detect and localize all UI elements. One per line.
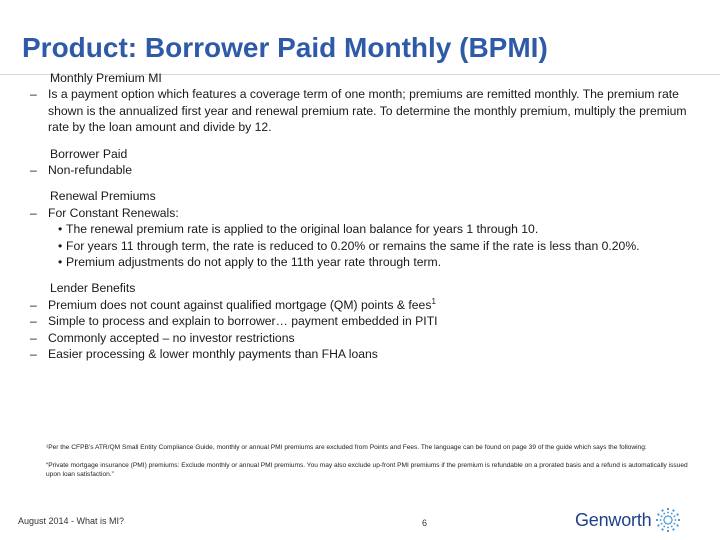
lender-benefit-item: – Easier processing & lower monthly payments than FHA loans	[30, 346, 695, 362]
bullet-icon: •	[58, 255, 63, 270]
lender-benefit-text: Premium does not count against qualified mortgage (QM) points & fees	[48, 297, 432, 312]
renewal-bullet-text: The renewal premium rate is applied to the original loan balance for years 1 through 10.	[66, 222, 539, 237]
genworth-star-icon	[655, 507, 681, 533]
lender-benefit-item: – Commonly accepted – no investor restrictions	[30, 330, 695, 346]
renewal-bullet	[30, 254, 695, 270]
bullet-icon: •	[58, 238, 63, 253]
renewal-premiums-text: – For Constant Renewals:	[30, 205, 695, 221]
lender-benefit-item	[30, 297, 695, 313]
bullet-icon: •	[58, 222, 63, 237]
renewal-bullet	[30, 238, 695, 254]
footnote-1: ¹Per the CFPB’s ATR/QM Small Entity Compliance Guide, monthly or annual PMI premiums are excluded from Points and Fees. The language can be found on page 39 of the guide which says the following:	[46, 444, 647, 451]
borrower-paid-text: – Non-refundable	[30, 162, 695, 178]
footnote-marker: 1	[431, 296, 436, 306]
slide-body	[30, 70, 695, 363]
renewal-bullet-text: Premium adjustments do not apply to the 11th year rate through term.	[66, 255, 442, 270]
monthly-premium-text: – Is a payment option which features a coverage term of one month; premiums are remitted monthly. The premium rate shown is the annualized first year and renewal premium rate. To determine the monthly premium, multiply the premium rate by the loan amount and divide by 12.	[30, 86, 695, 135]
lender-benefits-heading: Lender Benefits	[50, 281, 136, 296]
renewal-bullet-text: For years 11 through term, the rate is reduced to 0.20% or remains the same if the rate is less than 0.20%.	[66, 238, 640, 253]
renewal-premiums-heading: Renewal Premiums	[50, 189, 156, 204]
footnotes	[46, 443, 696, 488]
footnote-quote: “Private mortgage insurance (PMI) premiums: Exclude monthly or annual PMI premiums. You may also exclude up-front PMI premiums if the premium is refundable on a prorated basis and a refund is automatically issued upon loan satisfaction.”	[46, 462, 688, 478]
slide-title: Product: Borrower Paid Monthly (BPMI)	[22, 32, 548, 63]
renewal-bullet	[30, 221, 695, 237]
monthly-premium-heading: Monthly Premium MI	[50, 71, 162, 85]
brand-name: Genworth	[575, 509, 652, 530]
genworth-logo	[575, 507, 681, 533]
borrower-paid-heading: Borrower Paid	[50, 146, 128, 161]
footer-caption: August 2014 - What is MI?	[18, 516, 125, 526]
lender-benefit-item: – Simple to process and explain to borrower… payment embedded in PITI	[30, 313, 695, 329]
page-number: 6	[422, 518, 428, 528]
